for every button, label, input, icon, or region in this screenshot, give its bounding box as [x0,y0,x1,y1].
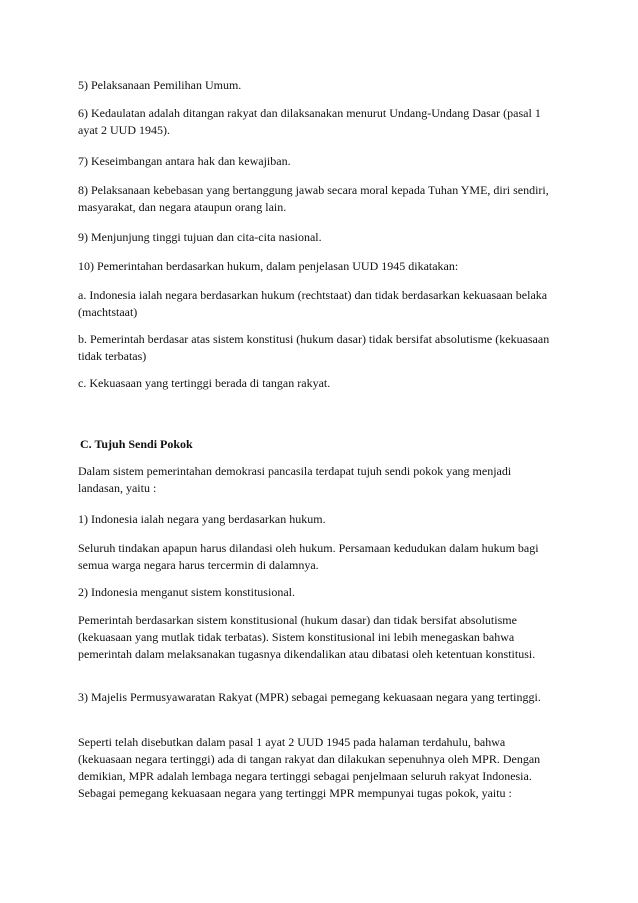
sendi-item-2: 2) Indonesia menganut sistem konstitusional. [78,585,295,599]
paragraph-2: Pemerintah berdasarkan sistem konstitusional (hukum dasar) dan tidak bersifat absolutisme (kekuasaan yang mutlak tidak terbatas). Sistem konstitusional ini lebih menegaskan bahwa pemerintah dalam melaksanakan tugasnya dikendalikan atau dibatasi oleh ketentuan konstitusi. [78,613,536,661]
list-item-5: 5) Pelaksanaan Pemilihan Umum. [78,78,242,92]
list-item-10: 10) Pemerintahan berdasarkan hukum, dalam penjelasan UUD 1945 dikatakan: [78,259,459,273]
sub-item-c: c. Kekuasaan yang tertinggi berada di tangan rakyat. [78,376,331,390]
sendi-item-1: 1) Indonesia ialah negara yang berdasarkan hukum. [78,512,326,526]
list-item-6: 6) Kedaulatan adalah ditangan rakyat dan dilaksanakan menurut Undang-Undang Dasar (pasal 1 ayat 2 UUD 1945). [78,106,541,137]
sub-item-b: b. Pemerintah berdasar atas sistem konstitusi (hukum dasar) tidak bersifat absolutisme (kekuasaan tidak terbatas) [78,332,550,363]
list-item-7: 7) Keseimbangan antara hak dan kewajiban. [78,154,291,168]
sendi-item-3: 3) Majelis Permusyawaratan Rakyat (MPR) sebagai pemegang kekuasaan negara yang tertinggi. [78,690,541,704]
list-item-9: 9) Menjunjung tinggi tujuan dan cita-cita nasional. [78,230,322,244]
sub-item-a: a. Indonesia ialah negara berdasarkan hukum (rechtstaat) dan tidak berdasarkan kekuasaan belaka (machtstaat) [78,288,548,319]
paragraph-1: Seluruh tindakan apapun harus dilandasi oleh hukum. Persamaan kedudukan dalam hukum bagi semua warga negara harus tercermin di dalamnya. [78,541,539,572]
paragraph-3: Seperti telah disebutkan dalam pasal 1 ayat 2 UUD 1945 pada halaman terdahulu, bahwa (kekuasaan negara tertinggi) ada di tangan rakyat dan dilakukan sepenuhnya oleh MPR. Dengan demikian, MPR adalah lembaga negara tertinggi sebagai penjelmaan seluruh rakyat Indonesia. Sebagai pemegang kekuasaan negara yang tertinggi MPR mempunyai tugas pokok, yaitu : [78,735,541,800]
list-item-8: 8) Pelaksanaan kebebasan yang bertanggung jawab secara moral kepada Tuhan YME, diri sendiri, masyarakat, dan negara ataupun orang lain. [78,183,549,214]
section-heading: C. Tujuh Sendi Pokok [80,437,193,451]
intro-paragraph: Dalam sistem pemerintahan demokrasi pancasila terdapat tujuh sendi pokok yang menjadi landasan, yaitu : [78,464,512,495]
